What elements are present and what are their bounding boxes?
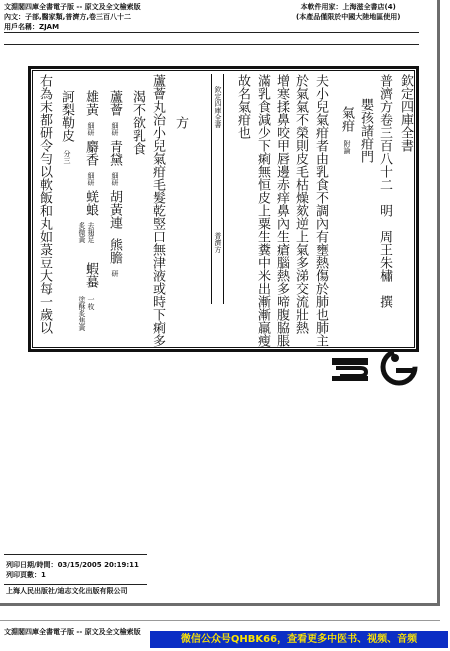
page-count-value: 1 (41, 571, 46, 579)
header-licensee: 本軟件用家：上海滋全書店(4) (300, 3, 396, 11)
text-column: 滿乳食減少下痢無恒皮上粟生糞中米出漸漸羸瘦 (255, 74, 270, 347)
ingredient: 胡黃連 (107, 190, 122, 229)
ingredient-note: 去翅足 (87, 222, 95, 243)
text-column: 右為末都研令勻以軟飯和丸如菉豆大每一歲以 (37, 74, 52, 334)
ingredient: 熊膽 (107, 238, 122, 264)
ingredient-note: 細研 (111, 122, 119, 136)
print-date-label: 列印日期/時間： (6, 561, 58, 569)
ingredient-note: 細研 (87, 122, 95, 136)
ingredient-note: 一枚 (87, 296, 95, 310)
ingredient: 訶梨勒皮 (59, 90, 74, 142)
header-left (4, 2, 141, 32)
digital-heritage-logo-icon (380, 348, 418, 386)
text-column: 欽定四庫全書 (398, 74, 413, 152)
header-divider-2 (4, 44, 419, 45)
ingredient-note: 塗酥炙焦黃 (78, 296, 86, 331)
ingredient: 蜣蜋 (83, 190, 98, 216)
footer-divider-2 (4, 584, 147, 585)
ingredient: 雄黃 (83, 90, 98, 116)
next-page-header: 文淵閣四庫全書電子版 -- 原文及全文檢索版 (4, 628, 141, 636)
text-column: 嬰孩諸疳門 (358, 98, 373, 163)
footer-page-count (6, 570, 46, 580)
page-count-label: 列印頁數： (6, 571, 41, 579)
header-divider (4, 32, 419, 33)
header-right (296, 2, 400, 22)
ingredient-note: 炙微黃 (78, 222, 86, 243)
text-column: 夫小兒氣疳者由乳食不調內有壅熱傷於肺也肺主 (313, 74, 328, 347)
band-volume-title: 普濟方 (214, 232, 222, 253)
text-column: 方 (173, 116, 188, 129)
text-column: 普濟方卷三百八十二 明 周王朱橚 撰 (377, 74, 392, 308)
publisher-logo-icon (330, 356, 370, 382)
text-column: 故名氣疳也 (235, 74, 250, 139)
header-user: 用戶名稱：ZJAM (4, 23, 60, 31)
ingredient-note: 研 (111, 270, 119, 277)
header-title: 文淵閣四庫全書電子版 -- 原文及全文檢索版 (4, 3, 141, 11)
text-column: 渴不欲乳食 (130, 90, 145, 155)
header-section: 內文：子部,醫家類,普濟方,卷三百八十二 (4, 13, 131, 21)
ingredient-note: 細研 (87, 172, 95, 186)
band-book-title: 欽定四庫全書 (214, 86, 222, 128)
text-annotation: 附論 (343, 140, 351, 154)
text-column: 氣疳 (339, 106, 354, 132)
text-column: 增寒揉鼻咬甲唇邊赤痒鼻內生瘡腦熱多啼腹脇脹 (274, 74, 289, 347)
text-column: 於氣氣不榮則皮毛枯燥欬逆上氣多涕交流壯熱 (293, 74, 308, 334)
ingredient-note: 細研 (111, 172, 119, 186)
footer-divider (4, 554, 147, 555)
print-date-value: 03/15/2005 20:19:11 (57, 561, 139, 569)
text-column: 蘆薈丸治小兒氣疳毛髮乾竪口無津液或時下痢多 (150, 74, 165, 347)
footer-publisher: 上海人民出版社/迪志文化出版有限公司 (6, 587, 128, 595)
watermark-banner: 微信公众号QHBK66，查看更多中医书、视频、音频 (150, 631, 448, 648)
ingredient: 麝香 (83, 140, 98, 166)
ingredient-note: 分三 (63, 150, 71, 164)
ingredient: 蘆薈 (107, 90, 122, 116)
ingredient: 蝦蟇 (83, 262, 98, 288)
ingredient: 青黛 (107, 140, 122, 166)
header-region-note: (本產品僅限於中國大陸地區使用) (296, 13, 401, 21)
footer-print-date (6, 560, 139, 570)
